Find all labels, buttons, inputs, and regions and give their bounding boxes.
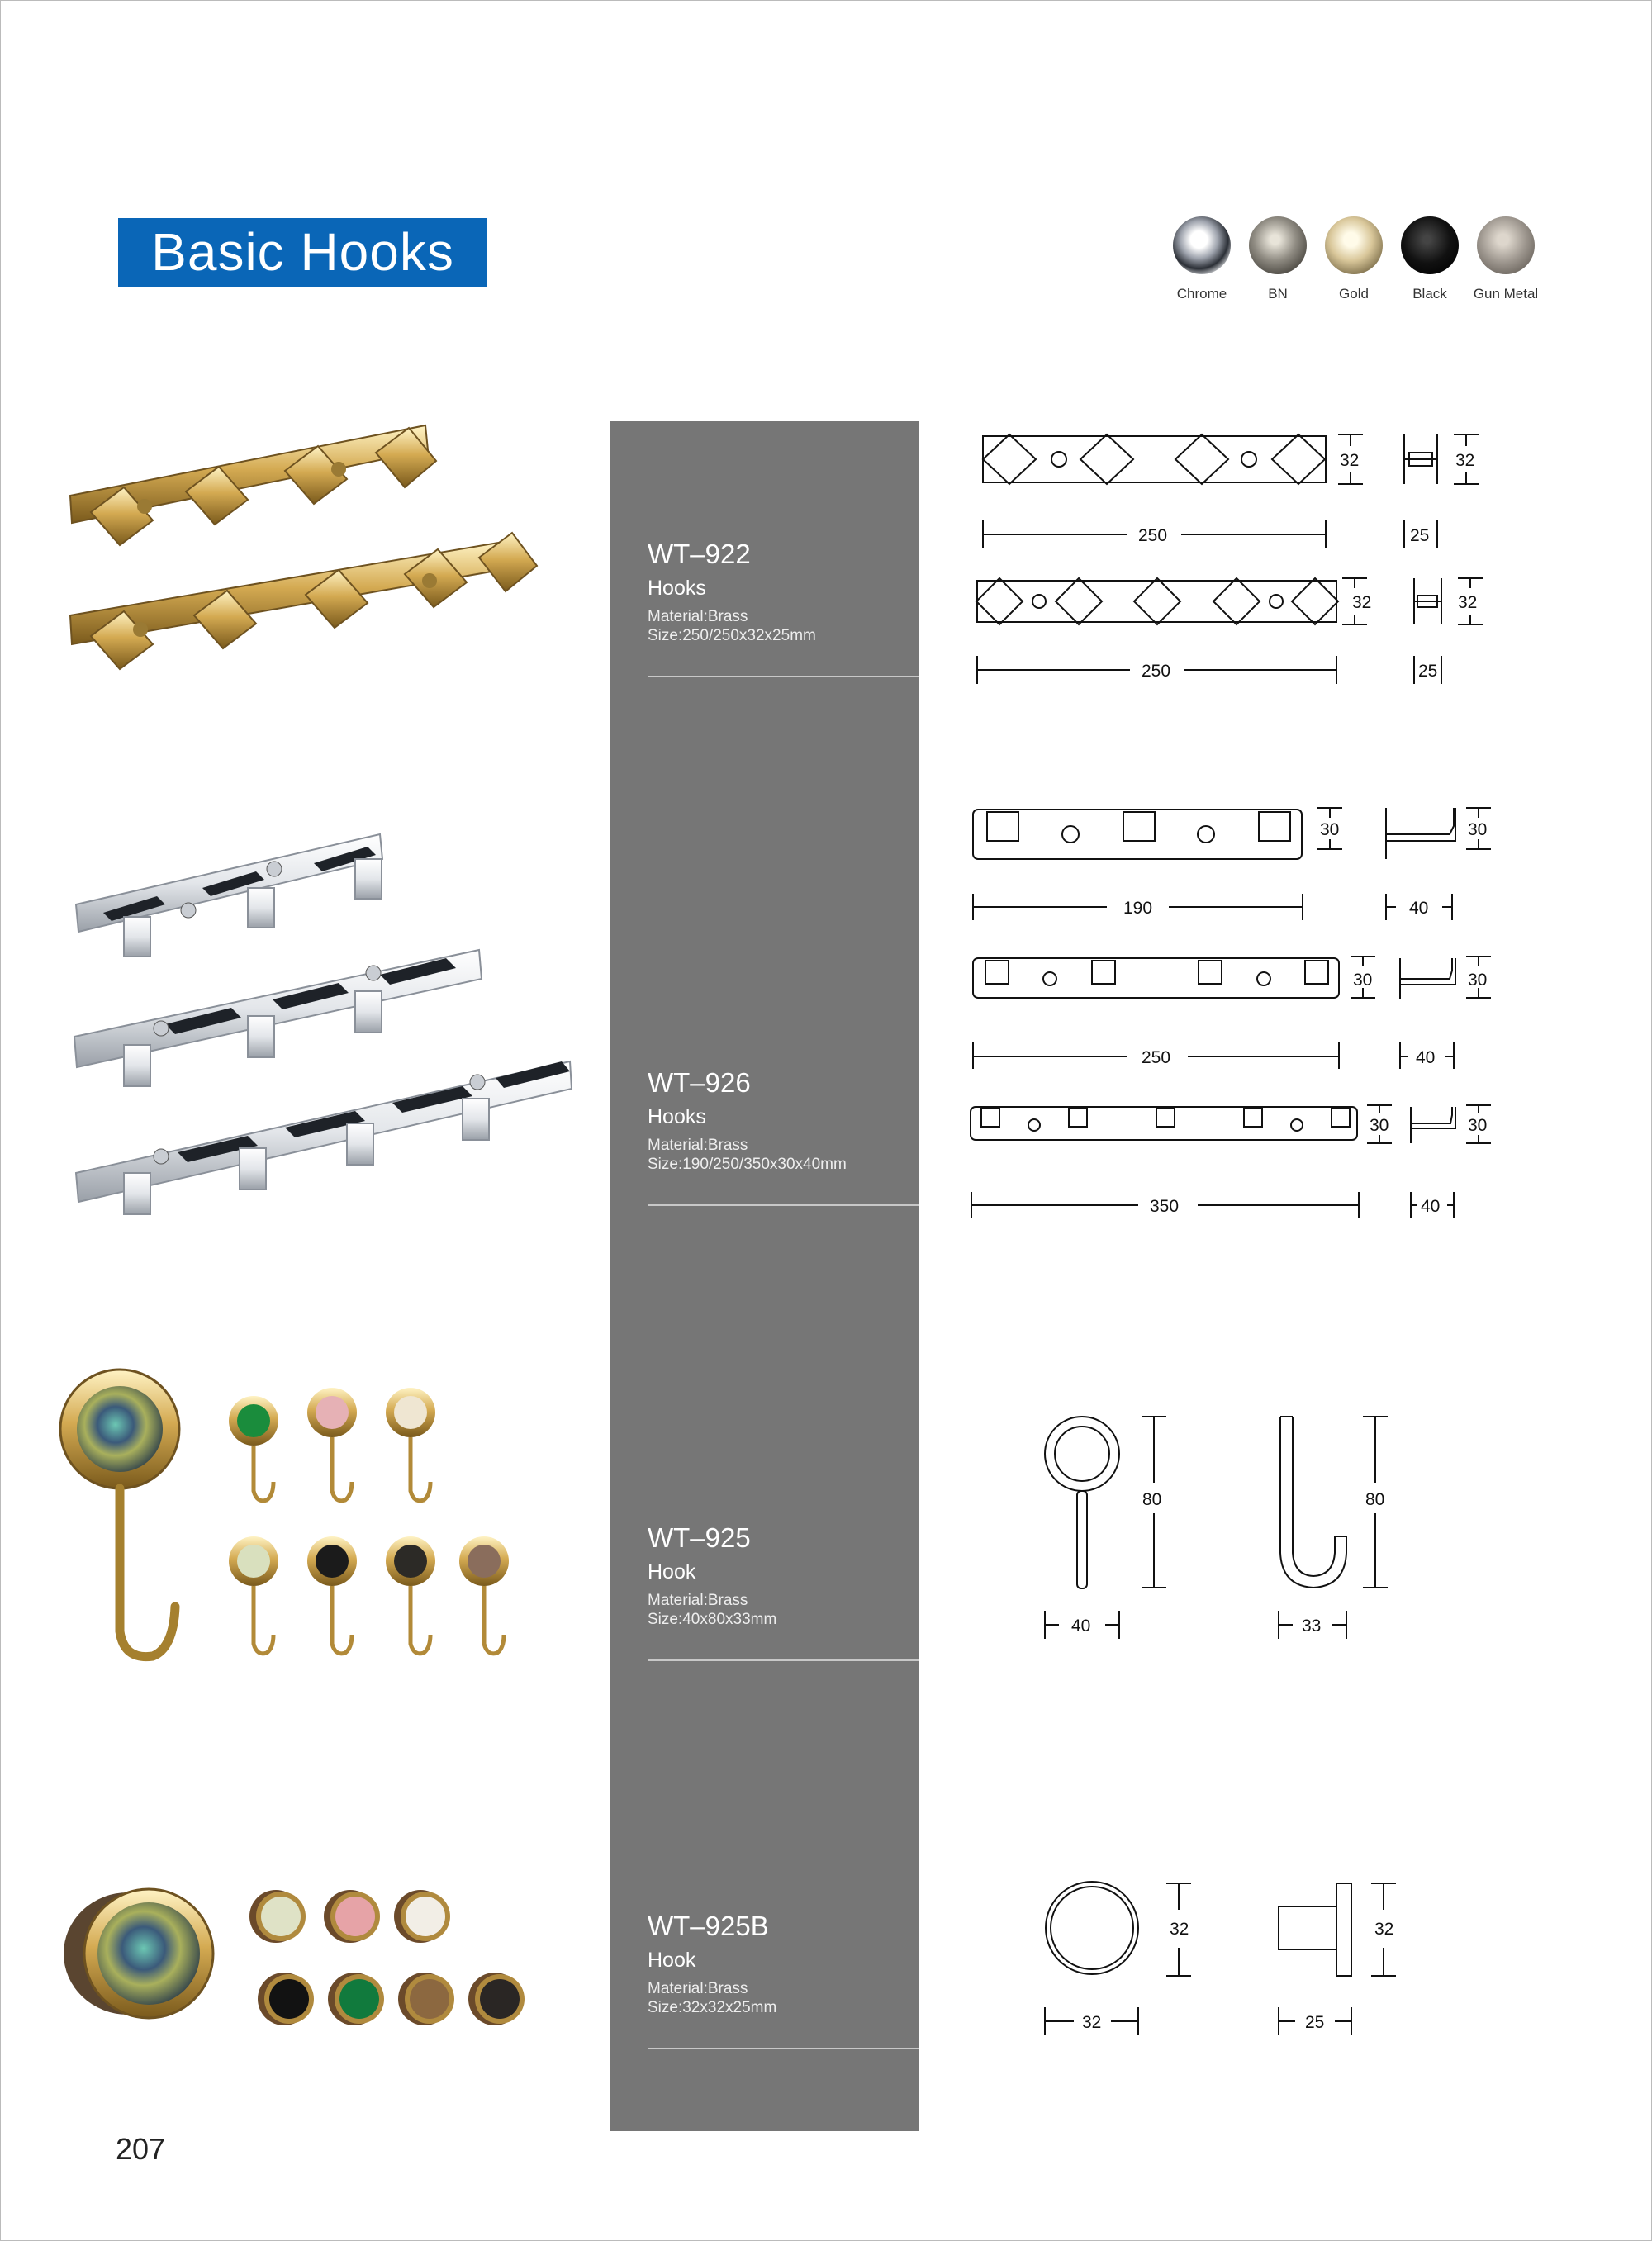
dim-height: 30 (1353, 971, 1373, 990)
page-number: 207 (116, 2132, 166, 2166)
dim-height: 32 (1170, 1920, 1189, 1939)
dim-height: 30 (1370, 1116, 1389, 1135)
dim-depth: 25 (1410, 526, 1430, 545)
dim-length: 250 (1138, 526, 1168, 545)
wt925-drawing (1045, 1417, 1388, 1639)
product-code: WT–922 (648, 539, 751, 569)
product-name: Hook (648, 1560, 696, 1583)
dim-height: 30 (1468, 971, 1488, 990)
dim-height: 30 (1468, 1116, 1488, 1135)
finish-label-black: Black (1412, 286, 1447, 301)
dim-height: 32 (1374, 1920, 1394, 1939)
product-size: Size:250/250x32x25mm (648, 627, 816, 644)
product-code: WT–925 (648, 1522, 751, 1553)
dim-diameter: 32 (1082, 2013, 1102, 2032)
dim-height: 80 (1365, 1490, 1385, 1509)
dim-depth: 40 (1409, 899, 1429, 918)
product-material: Material:Brass (648, 1592, 748, 1609)
finish-label-chrome: Chrome (1176, 286, 1227, 301)
dim-length: 250 (1142, 662, 1171, 681)
product-code: WT–926 (648, 1067, 751, 1098)
dim-height: 30 (1468, 820, 1488, 839)
page-title: Basic Hooks (118, 218, 487, 287)
dim-height: 32 (1340, 451, 1360, 470)
wt925b-drawing (1045, 1882, 1396, 2035)
product-name: Hooks (648, 577, 706, 600)
finish-label-gold: Gold (1339, 286, 1369, 301)
dim-length: 350 (1150, 1197, 1180, 1216)
product-size: Size:190/250/350x30x40mm (648, 1156, 847, 1173)
product-material: Material:Brass (648, 608, 748, 625)
product-code: WT–925B (648, 1911, 769, 1941)
dim-height: 32 (1352, 593, 1372, 612)
product-size: Size:32x32x25mm (648, 1999, 777, 2016)
dim-depth: 40 (1416, 1048, 1436, 1067)
dim-height: 30 (1320, 820, 1340, 839)
product-name: Hooks (648, 1105, 706, 1128)
dim-height: 32 (1455, 451, 1475, 470)
wt926-drawing (971, 808, 1491, 1218)
product-material: Material:Brass (648, 1980, 748, 1997)
finish-label-bn: BN (1268, 286, 1288, 301)
dim-depth: 25 (1418, 662, 1438, 681)
dim-depth: 33 (1302, 1617, 1322, 1636)
product-name: Hook (648, 1949, 696, 1972)
dim-length: 250 (1142, 1048, 1171, 1067)
dim-depth: 25 (1305, 2013, 1325, 2032)
dim-width: 40 (1071, 1617, 1091, 1636)
dim-height: 80 (1142, 1490, 1162, 1509)
finish-label-gun-metal: Gun Metal (1473, 286, 1539, 301)
wt922-drawing (976, 434, 1483, 684)
dim-height: 32 (1458, 593, 1478, 612)
dim-length: 190 (1123, 899, 1153, 918)
product-size: Size:40x80x33mm (648, 1611, 777, 1628)
dim-depth: 40 (1421, 1197, 1441, 1216)
product-material: Material:Brass (648, 1137, 748, 1154)
